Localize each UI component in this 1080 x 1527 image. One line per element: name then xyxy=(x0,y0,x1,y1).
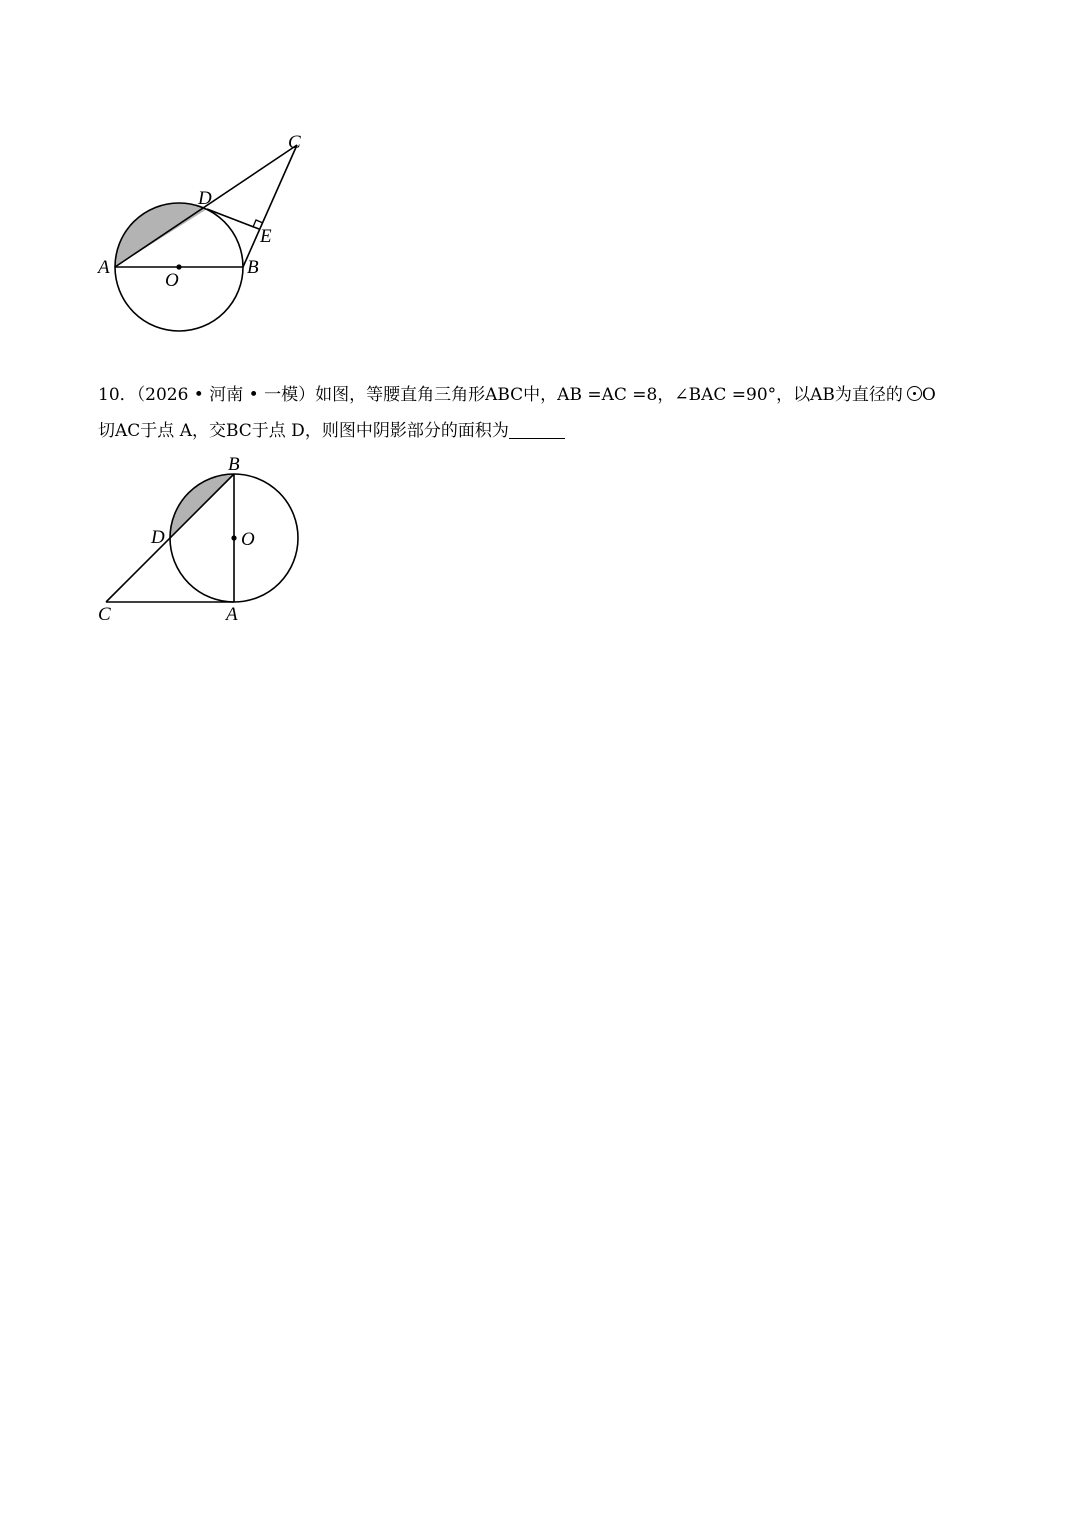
figure-1-label-a: A xyxy=(98,257,110,278)
figure-2-center-dot xyxy=(231,535,236,540)
figure-2-label-o: O xyxy=(241,529,255,550)
figure-1 xyxy=(90,125,330,340)
figure-2-label-d: D xyxy=(151,527,165,548)
figure-1-line-de xyxy=(207,209,259,229)
figure-1-label-o: O xyxy=(165,270,179,291)
circle-symbol-label: O xyxy=(921,385,936,405)
figure-2-label-c: C xyxy=(98,604,111,625)
figure-2-line-bc xyxy=(106,474,234,602)
figure-1-label-e: E xyxy=(260,226,272,247)
figure-2-label-b: B xyxy=(228,454,240,475)
answer-blank[interactable] xyxy=(509,420,565,439)
circle-dot-icon xyxy=(907,386,922,401)
problem-10-text-2: 切AC于点 A，交BC于点 D，则图中阴影部分的面积为 xyxy=(98,421,509,441)
figure-1-label-b: B xyxy=(247,257,259,278)
problem-number: 10． xyxy=(98,385,137,405)
problem-10-line-1 xyxy=(98,377,998,413)
figure-1-label-c: C xyxy=(288,132,301,153)
problem-10-line-2 xyxy=(98,413,998,449)
figure-1-center-dot xyxy=(176,264,181,269)
problem-10-text-1: （2026 • 河南 • 一模）如图，等腰直角三角形ABC中，AB =AC =8，∠BAC =90°，以AB为直径的 xyxy=(136,385,903,405)
figure-1-label-d: D xyxy=(198,188,212,209)
figure-2-label-a: A xyxy=(226,604,238,625)
figure-1-svg xyxy=(90,125,330,340)
problem-10 xyxy=(98,377,998,449)
figure-2 xyxy=(90,452,320,627)
figure-2-svg xyxy=(90,452,320,627)
